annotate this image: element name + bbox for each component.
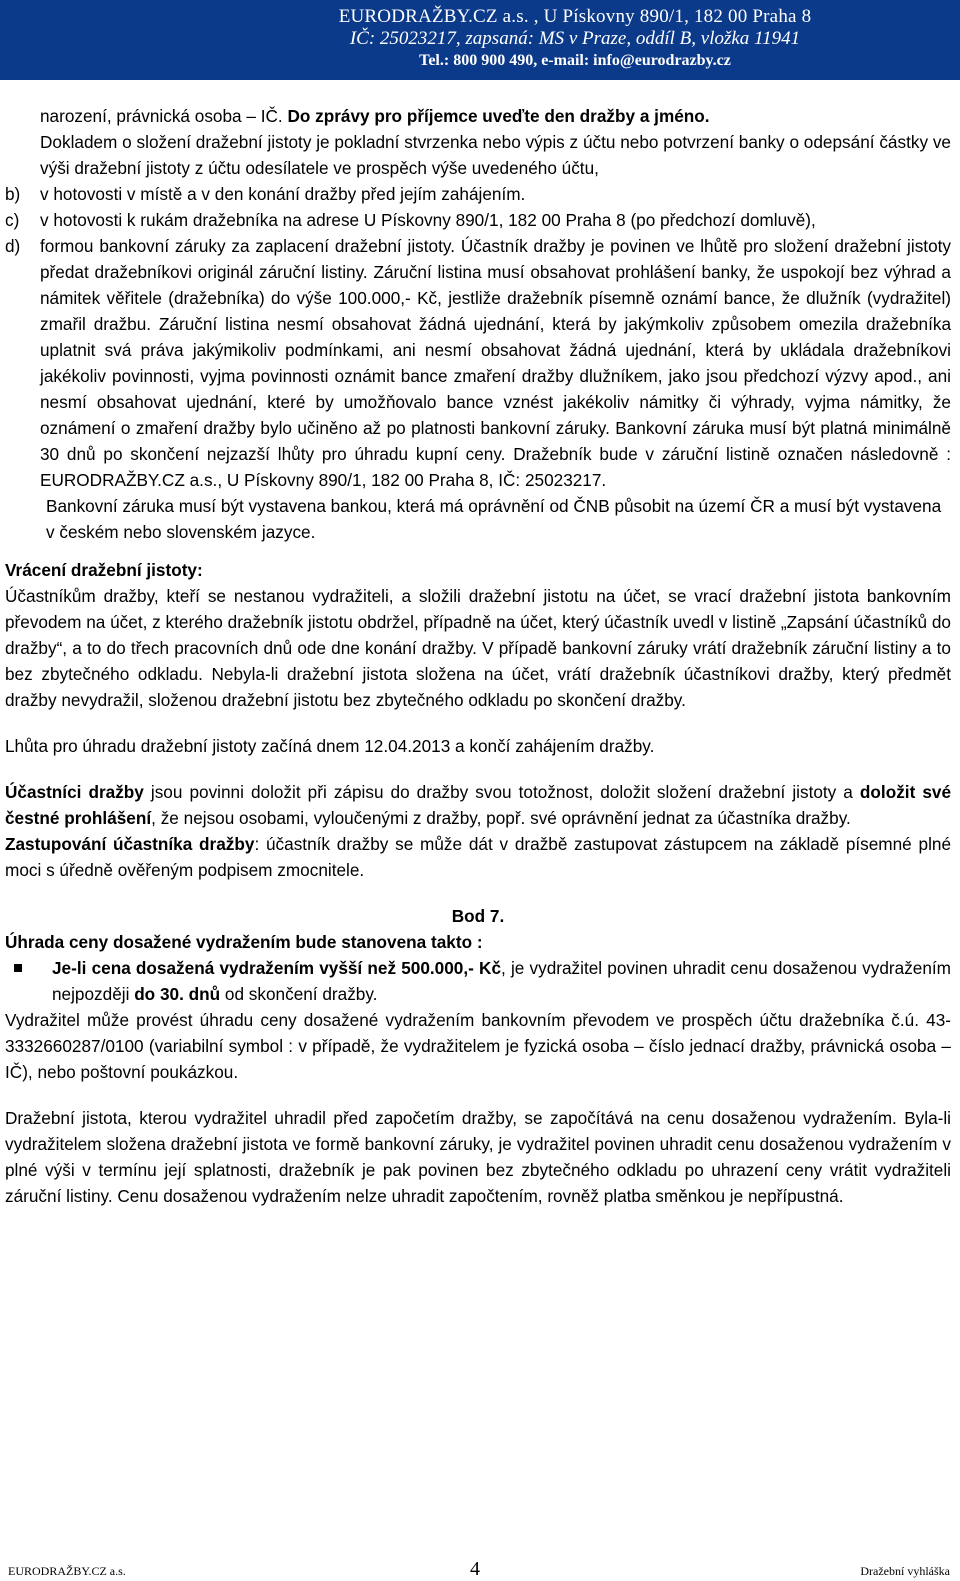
bold-term: doložit své čestné prohlášení (5, 782, 951, 828)
document-body (5, 103, 951, 1209)
bold-term: Je-li cena dosažená vydražením vyšší než 500.000,- Kč (52, 958, 502, 978)
section-heading-payment: Úhrada ceny dosažené vydražením bude stanovena takto : (5, 932, 483, 952)
text-run: , je vydražitel povinen uhradit cenu dosaženou vydražením nejpozději (52, 958, 952, 1004)
section-heading-return: Vrácení dražební jistoty: (5, 560, 203, 580)
paragraph-payment-method: Vydražitel může provést úhradu ceny dosažené vydražením bankovním převodem ve prospěch účtu dražebníka č.ú. 43-3332660287/0100 (variabilní symbol : v případě, že vydražitelem je fyzická osoba – číslo jednací dražby, právnická osoba – IČ), nebo poštovní poukázkou. (5, 1010, 951, 1082)
footer-document-title: Dražební vyhláška (860, 1564, 950, 1578)
paragraph-participants (5, 779, 951, 831)
bold-instruction: Do zprávy pro příjemce uveďte den dražby a jméno. (287, 106, 710, 126)
text-run: narození, právnická osoba – IČ. (40, 106, 288, 126)
text-run: od skončení dražby. (220, 984, 378, 1004)
text-run: , že nejsou osobami, vyloučenými z dražby, popř. své oprávnění jednat za účastníka dražby. (151, 808, 851, 828)
bullet-square-icon (14, 964, 22, 972)
page-number: 4 (470, 1558, 480, 1580)
list-text: v hotovosti v místě a v den konání dražby před jejím zahájením. (40, 184, 526, 204)
list-label: c) (5, 210, 20, 230)
letterhead-company-address: EURODRAŽBY.CZ a.s. , U Pískovny 890/1, 182 00 Praha 8 (338, 6, 812, 27)
bullet-item (5, 955, 951, 1007)
paragraph-bank-guarantee: Bankovní záruka musí být vystavena bankou, která má oprávnění od ČNB působit na území ČR a musí být vystavena v českém nebo slovenském jazyce. (46, 496, 942, 542)
bold-term: do 30. dnů (134, 984, 221, 1004)
bold-term: Zastupování účastníka dražby (5, 834, 255, 854)
bold-term: Účastníci dražby (5, 782, 144, 802)
paragraph-proof: Dokladem o složení dražební jistoty je pokladní stvrzenka nebo výpis z účtu nebo potvrzení banky o odepsání částky ve výši dražební jistoty z účtu odesílatele ve prospěch výše uvedeného účtu, (40, 132, 951, 178)
text-run: : účastník dražby se může dát v dražbě zastupovat zástupcem na základě písemné plné moci s úředně ověřeným podpisem zmocnitele. (5, 834, 951, 880)
list-label: d) (5, 236, 21, 256)
section-number: Bod 7. (451, 906, 505, 926)
paragraph-return: Účastníkům dražby, kteří se nestanou vydražiteli, a složili dražební jistotu na účet, se vrací dražební jistota bankovním převodem na účet, z kterého dražebník jistotu obdržel, případně na účet, který účastník uvedl v listině „Zapsání účastníků do dražby“, a to do třech pracovních dnů ode dne konání dražby. V případě bankovní záruky vrátí dražebník záruční listiny a to bez zbytečného odkladu. Nebyla-li dražební jistota složena na účet, vrátí dražebník účastníkovi dražby, který předmět dražby nevydražil, složenou dražební jistotu bez zbytečného odkladu po skončení dražby. (5, 586, 951, 710)
letterhead-registration: IČ: 25023217, zapsaná: MS v Praze, oddíl B, vložka 11941 (349, 28, 801, 49)
paragraph-reference (40, 103, 951, 129)
list-label: b) (5, 184, 21, 204)
list-text: formou bankovní záruky za zaplacení dražební jistoty. Účastník dražby je povinen ve lhůtě pro složení dražební jistoty předat dražebníkovi originál záruční listiny. Záruční listina musí obsahovat prohlášení banky, že uspokojí bez výhrad a námitek věřitele (dražebníka) do výše 100.000,- Kč, jestliže dražebník písemně oznámí bance, že dlužník (vydražitel) zmařil dražbu. Záruční listina nesmí obsahovat žádná ujednání, která by jakýmkoliv způsobem omezila dražebníka uplatnit svá práva jakýmikoliv podmínkami, ani nesmí obsahovat žádná ujednání, která by ukládala dražebníkovi jakékoliv povinnosti, vyjma povinnosti oznámit bance zmaření dražby dlužníkem, jako jsou předchozí výzvy apod., ani nesmí obsahovat ujednání, které by umožňovalo bance vznést jakékoliv námitky či výhrady, vyjma námitky, že oznámení o zmaření dražby bylo učiněno až po platnosti bankovní záruky. Bankovní záruka musí být platná minimálně 30 dnů po skončení nejzazší lhůty pro úhradu kupní ceny. Dražebník bude v záruční listině označen následovně : EURODRAŽBY.CZ a.s., U Pískovny 890/1, 182 00 Praha 8, IČ: 25023217. (40, 236, 951, 490)
paragraph-deadline: Lhůta pro úhradu dražební jistoty začíná dnem 12.04.2013 a končí zahájením dražby. (5, 736, 655, 756)
list-item-c (5, 207, 951, 233)
page-footer (0, 1552, 960, 1581)
list-item-b (5, 181, 951, 207)
list-item-d (5, 233, 951, 493)
list-text: v hotovosti k rukám dražebníka na adrese U Pískovny 890/1, 182 00 Praha 8 (po předchozí domluvě), (40, 210, 816, 230)
footer-company: EURODRAŽBY.CZ a.s. (8, 1564, 126, 1578)
letterhead-contact: Tel.: 800 900 490, e-mail: info@eurodrazby.cz (419, 52, 731, 69)
paragraph-representation (5, 831, 951, 883)
text-run: jsou povinni doložit při zápisu do dražby svou totožnost, doložit složení dražební jistoty a (143, 782, 860, 802)
paragraph-deposit-offset: Dražební jistota, kterou vydražitel uhradil před započetím dražby, se započítává na cenu dosaženou vydražením. Byla-li vydražitelem složena dražební jistota ve formě bankovní záruky, je vydražitel povinen uhradit cenu dosaženou vydražením v plné výši v termínu její splatnosti, dražebník je pak povinen bez zbytečného odkladu po uhrazení ceny vrátit vydražiteli záruční listiny. Cenu dosaženou vydražením nelze uhradit započtením, rovněž platba směnkou je nepřípustná. (5, 1108, 951, 1206)
letterhead-banner (0, 0, 960, 80)
